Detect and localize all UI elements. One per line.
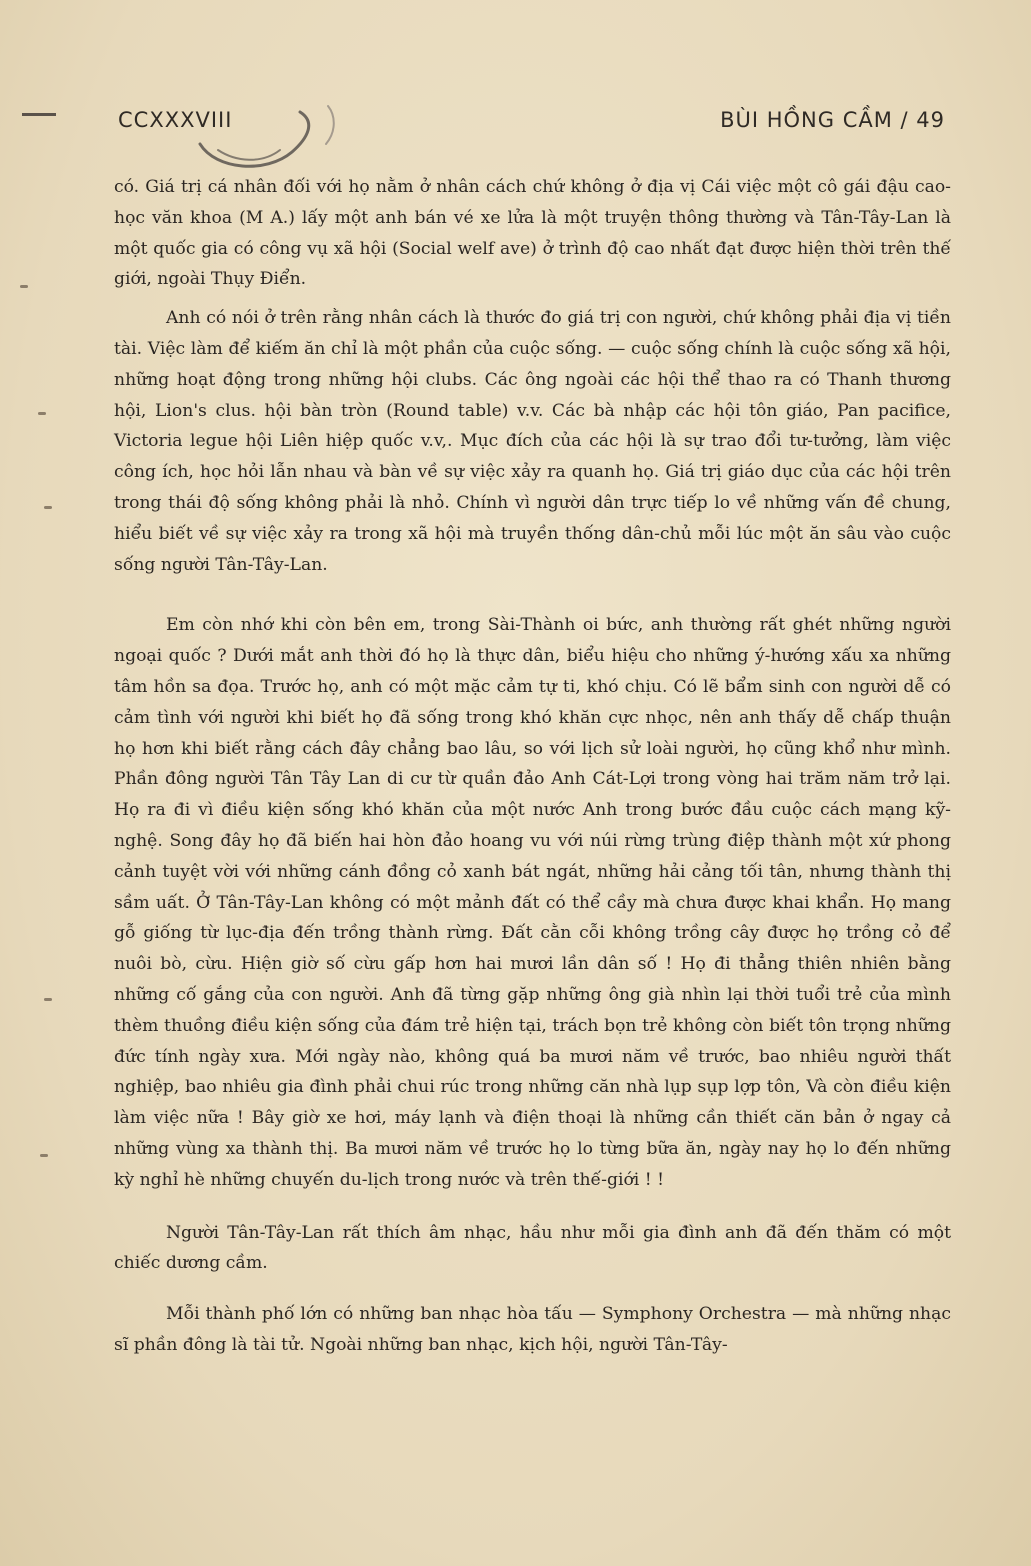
page-header [118, 108, 945, 144]
paragraph: Anh có nói ở trên rằng nhân cách là thước đo giá trị con người, chứ không phải địa vị tiền tài. Việc làm để kiếm ăn chỉ là một phần của cuộc sống. — cuộc sống chính là cuộc sống xã hội, những hoạt động trong những hội clubs. Các ông ngoài các hội thể thao ra có Thanh thương hội, Lion's clus. hội bàn tròn (Round table) v.v. Các bà nhập các hội tôn giáo, Pan pacifice, Victoria legue hội Liên hiệp quốc v.v,. Mục đích của các hội là sự trao đổi tư-tưởng, làm việc công ích, học hỏi lẫn nhau và bàn về sự việc xảy ra quanh họ. Giá trị giáo dục của các hội trên trong thái độ sống không phải là nhỏ. Chính vì người dân trực tiếp lo về những vấn đề chung, hiểu biết về sự việc xảy ra trong xã hội mà truyền thống dân-chủ mỗi lúc một ăn sâu vào cuộc sống người Tân-Tây-Lan. [114, 308, 951, 575]
margin-mark [44, 998, 52, 1001]
paragraph: có. Giá trị cá nhân đối với họ nằm ở nhân cách chứ không ở địa vị Cái việc một cô gái đậu cao-học văn khoa (M A.) lấy một anh bán vé xe lửa là một truyện thông thường và Tân-Tây-Lan là một quốc gia có công vụ xã hội (Social welf ave) ở trình độ cao nhất đạt được hiện thời trên thế giới, ngoài Thụy Điển. [114, 177, 951, 290]
paragraph: Em còn nhớ khi còn bên em, trong Sài-Thành oi bức, anh thường rất ghét những người ngoại quốc ? Dưới mắt anh thời đó họ là thực dân, biểu hiệu cho những ý-hướng xấu xa những tâm hồn sa đọa. Trước họ, anh có một mặc cảm tự ti, khó chịu. Có lẽ bẩm sinh con người dễ có cảm tình với người khi biết họ đã sống trong khó khăn cực nhọc, nên anh thấy dễ chấp thuận họ hơn khi biết rằng cách đây chẳng bao lâu, so với lịch sử loài người, họ cũng khổ như mình. Phần đông người Tân Tây Lan di cư từ quần đảo Anh Cát-Lợi trong vòng hai trăm năm trở lại. Họ ra đi vì điều kiện sống khó khăn của một nước Anh trong bước đầu cuộc cách mạng kỹ-nghệ. Song đây họ đã biến hai hòn đảo hoang vu với núi rừng trùng điệp thành một xứ phong cảnh tuyệt vời với những cánh đồng cỏ xanh bát ngát, những hải cảng tối tân, nhưng thành thị sầm uất. Ở Tân-Tây-Lan không có một mảnh đất có thể cầy mà chưa được khai khẩn. Họ mang gỗ giống từ lục-địa đến trồng thành rừng. Đất cằn cỗi không trồng cây được họ trồng cỏ để nuôi bò, cừu. Hiện giờ số cừu gấp hơn hai mươi lần dân số ! Họ đi thẳng thiên nhiên bằng những cố gắng của con người. Anh đã từng gặp những ông già nhìn lại thời tuổi trẻ của mình thèm thuồng điều kiện sống của đám trẻ hiện tại, trách bọn trẻ không còn biết tôn trọng những đức tính ngày xưa. Mới ngày nào, không quá ba mươi năm về trước, bao nhiêu người thất nghiệp, bao nhiêu gia đình phải chui rúc trong những căn nhà lụp sụp lợp tôn, Và còn điều kiện làm việc nữa ! Bây giờ xe hơi, máy lạnh và điện thoại là những cần thiết căn bản ở ngay cả những vùng xa thành thị. Ba mươi năm về trước họ lo từng bữa ăn, ngày nay họ lo đến những kỳ nghỉ hè những chuyến du-lịch trong nước và trên thế-giới ! ! [114, 615, 951, 1190]
margin-dash [22, 113, 56, 116]
margin-mark [44, 506, 52, 509]
margin-mark [20, 285, 28, 288]
paragraph: Người Tân-Tây-Lan rất thích âm nhạc, hầu như mỗi gia đình anh đã đến thăm có một chiếc dương cầm. [114, 1222, 951, 1274]
running-head-author-page: BÙI HỒNG CẦM / 49 [720, 108, 945, 132]
running-head-section: CCXXXVIII [118, 108, 233, 132]
body-text [114, 172, 951, 1361]
margin-mark [40, 1154, 48, 1157]
paragraph: Mỗi thành phố lớn có những ban nhạc hòa tấu — Symphony Orchestra — mà những nhạc sĩ phần đông là tài tử. Ngoài những ban nhạc, kịch hội, người Tân-Tây- [114, 1304, 951, 1355]
margin-mark [38, 412, 46, 415]
